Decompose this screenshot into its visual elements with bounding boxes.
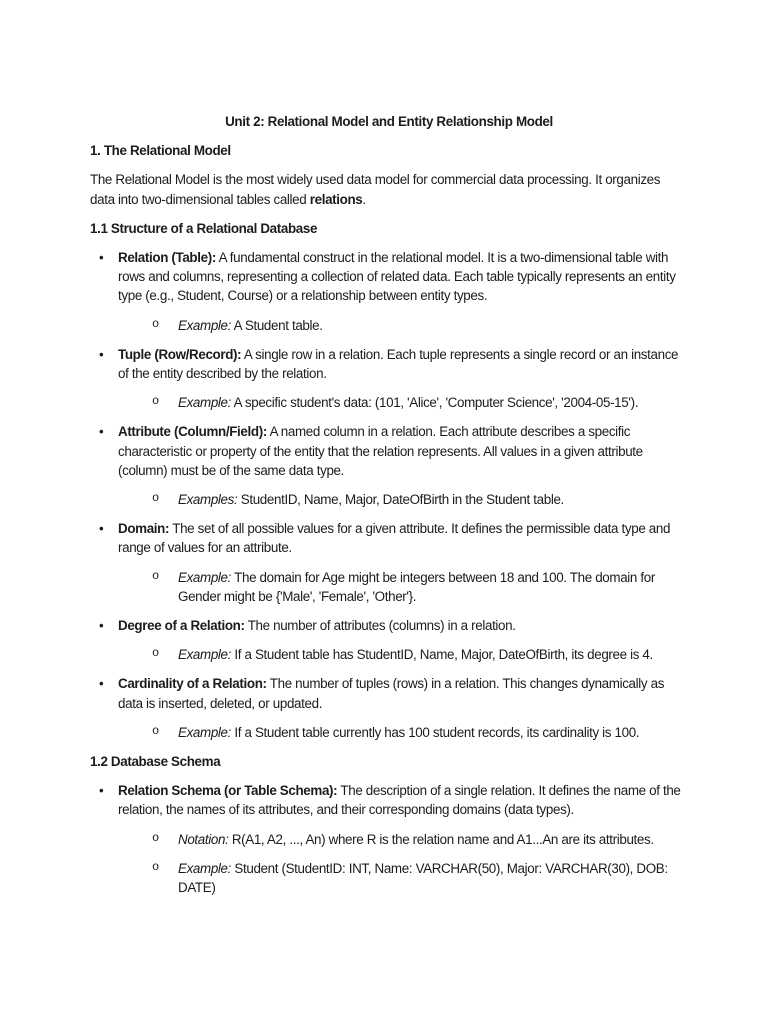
text-run: Example:: [178, 860, 232, 876]
text-run: Example:: [178, 317, 232, 333]
list-item-text: [118, 674, 688, 712]
document-content: [90, 141, 688, 897]
list-item-text: [178, 393, 688, 412]
text-run: Cardinality of a Relation:: [118, 676, 267, 692]
text-run: 1.2 Database Schema: [90, 754, 221, 770]
document-title: Unit 2: Relational Model and Entity Relationship Model: [225, 114, 553, 129]
bullet-item: [90, 616, 688, 635]
bullet-icon: •: [99, 346, 104, 362]
text-run: Domain:: [118, 521, 170, 537]
text-run: Example:: [178, 724, 232, 740]
text-run: Examples:: [178, 492, 238, 508]
list-item-text: [118, 616, 688, 635]
bullet-icon: •: [99, 250, 104, 266]
circle-bullet-icon: o: [152, 491, 159, 506]
bullet-item: [90, 248, 688, 306]
list-item-text: [178, 568, 688, 606]
text-run: Example:: [178, 395, 232, 411]
list-item-text: [118, 422, 688, 480]
text-run: A single row in a relation. Each tuple represents a single record or an instance of the entity described by the relation.: [118, 346, 679, 382]
text-run: A Student table.: [231, 317, 323, 333]
bullet-item: [90, 781, 688, 819]
list-item-text: [178, 490, 688, 509]
list-item-text: [118, 519, 688, 557]
sub-bullet-item: [90, 393, 688, 412]
section-heading: [90, 752, 688, 771]
text-run: Attribute (Column/Field):: [118, 424, 267, 440]
text-run: Notation:: [178, 831, 229, 847]
bullet-item: [90, 674, 688, 712]
list-item-text: [178, 830, 688, 849]
bullet-icon: •: [99, 783, 104, 799]
text-run: R(A1, A2, ..., An) where R is the relation name and A1...An are its attributes.: [228, 831, 654, 847]
bullet-item: [90, 422, 688, 480]
text-run: The number of tuples (rows) in a relation. This changes dynamically as data is inserted, deleted, or updated.: [118, 676, 665, 711]
text-run: 1.1 Structure of a Relational Database: [90, 220, 318, 236]
circle-bullet-icon: o: [152, 859, 159, 874]
text-run: The description of a single relation. It defines the name of the relation, the names of its attributes, and their corresponding domains (data types).: [118, 783, 681, 818]
paragraph: [90, 170, 688, 208]
list-item-text: [118, 248, 688, 306]
text-run: If a Student table currently has 100 student records, its cardinality is 100.: [231, 724, 640, 740]
sub-bullet-item: [90, 859, 688, 897]
section-heading: [90, 141, 688, 160]
sub-bullet-item: [90, 490, 688, 509]
text-run: StudentID, Name, Major, DateOfBirth in the Student table.: [237, 492, 564, 508]
list-item-text: [118, 345, 688, 383]
text-run: Relation (Table):: [118, 250, 216, 266]
sub-bullet-item: [90, 830, 688, 849]
circle-bullet-icon: o: [152, 830, 159, 845]
circle-bullet-icon: o: [152, 394, 159, 409]
sub-bullet-item: [90, 645, 688, 664]
list-item-text: [178, 859, 688, 897]
list-item-text: [178, 316, 688, 335]
text-run: Degree of a Relation:: [118, 618, 245, 634]
text-run: Example:: [178, 647, 232, 663]
circle-bullet-icon: o: [152, 316, 159, 331]
circle-bullet-icon: o: [152, 646, 159, 661]
text-run: The set of all possible values for a given attribute. It defines the permissible data type and range of values for an attribute.: [118, 521, 671, 556]
text-run: The domain for Age might be integers between 18 and 100. The domain for Gender might be {'Male', 'Female', 'Other'}.: [178, 569, 655, 604]
text-run: relations: [309, 191, 363, 207]
text-run: 1. The Relational Model: [90, 143, 231, 159]
sub-bullet-item: [90, 316, 688, 335]
circle-bullet-icon: o: [152, 568, 159, 583]
bullet-icon: •: [99, 424, 104, 440]
text-run: Example:: [178, 569, 232, 585]
bullet-icon: •: [99, 521, 104, 537]
text-run: A fundamental construct in the relational model. It is a two-dimensional table with rows and columns, representing a collection of related data. Each table typically represents an entity type (e.g., Student, Course) or a relationship between entity types.: [118, 250, 676, 304]
section-heading: [90, 219, 688, 238]
text-run: A specific student's data: (101, 'Alice', 'Computer Science', '2004-05-15').: [231, 395, 639, 411]
list-item-text: [178, 645, 688, 664]
text-run: Student (StudentID: INT, Name: VARCHAR(50), Major: VARCHAR(30), DOB: DATE): [178, 860, 668, 896]
text-run: Tuple (Row/Record):: [118, 346, 242, 362]
bullet-item: [90, 519, 688, 557]
bullet-item: [90, 345, 688, 383]
text-run: The Relational Model is the most widely used data model for commercial data processing. It organizes data into two-dimensional tables called: [90, 172, 661, 207]
bullet-icon: •: [99, 676, 104, 692]
text-run: If a Student table has StudentID, Name, Major, DateOfBirth, its degree is 4.: [231, 647, 653, 663]
text-run: .: [362, 191, 366, 207]
list-item-text: [118, 781, 688, 819]
sub-bullet-item: [90, 723, 688, 742]
list-item-text: [178, 723, 688, 742]
bullet-icon: •: [99, 618, 104, 634]
sub-bullet-item: [90, 568, 688, 606]
text-run: The number of attributes (columns) in a relation.: [244, 618, 516, 634]
text-run: Relation Schema (or Table Schema):: [118, 783, 338, 799]
text-run: A named column in a relation. Each attribute describes a specific characteristic or property of the entity that the relation represents. All values in a given attribute (column) must be of the same data type.: [118, 424, 643, 478]
circle-bullet-icon: o: [152, 723, 159, 738]
